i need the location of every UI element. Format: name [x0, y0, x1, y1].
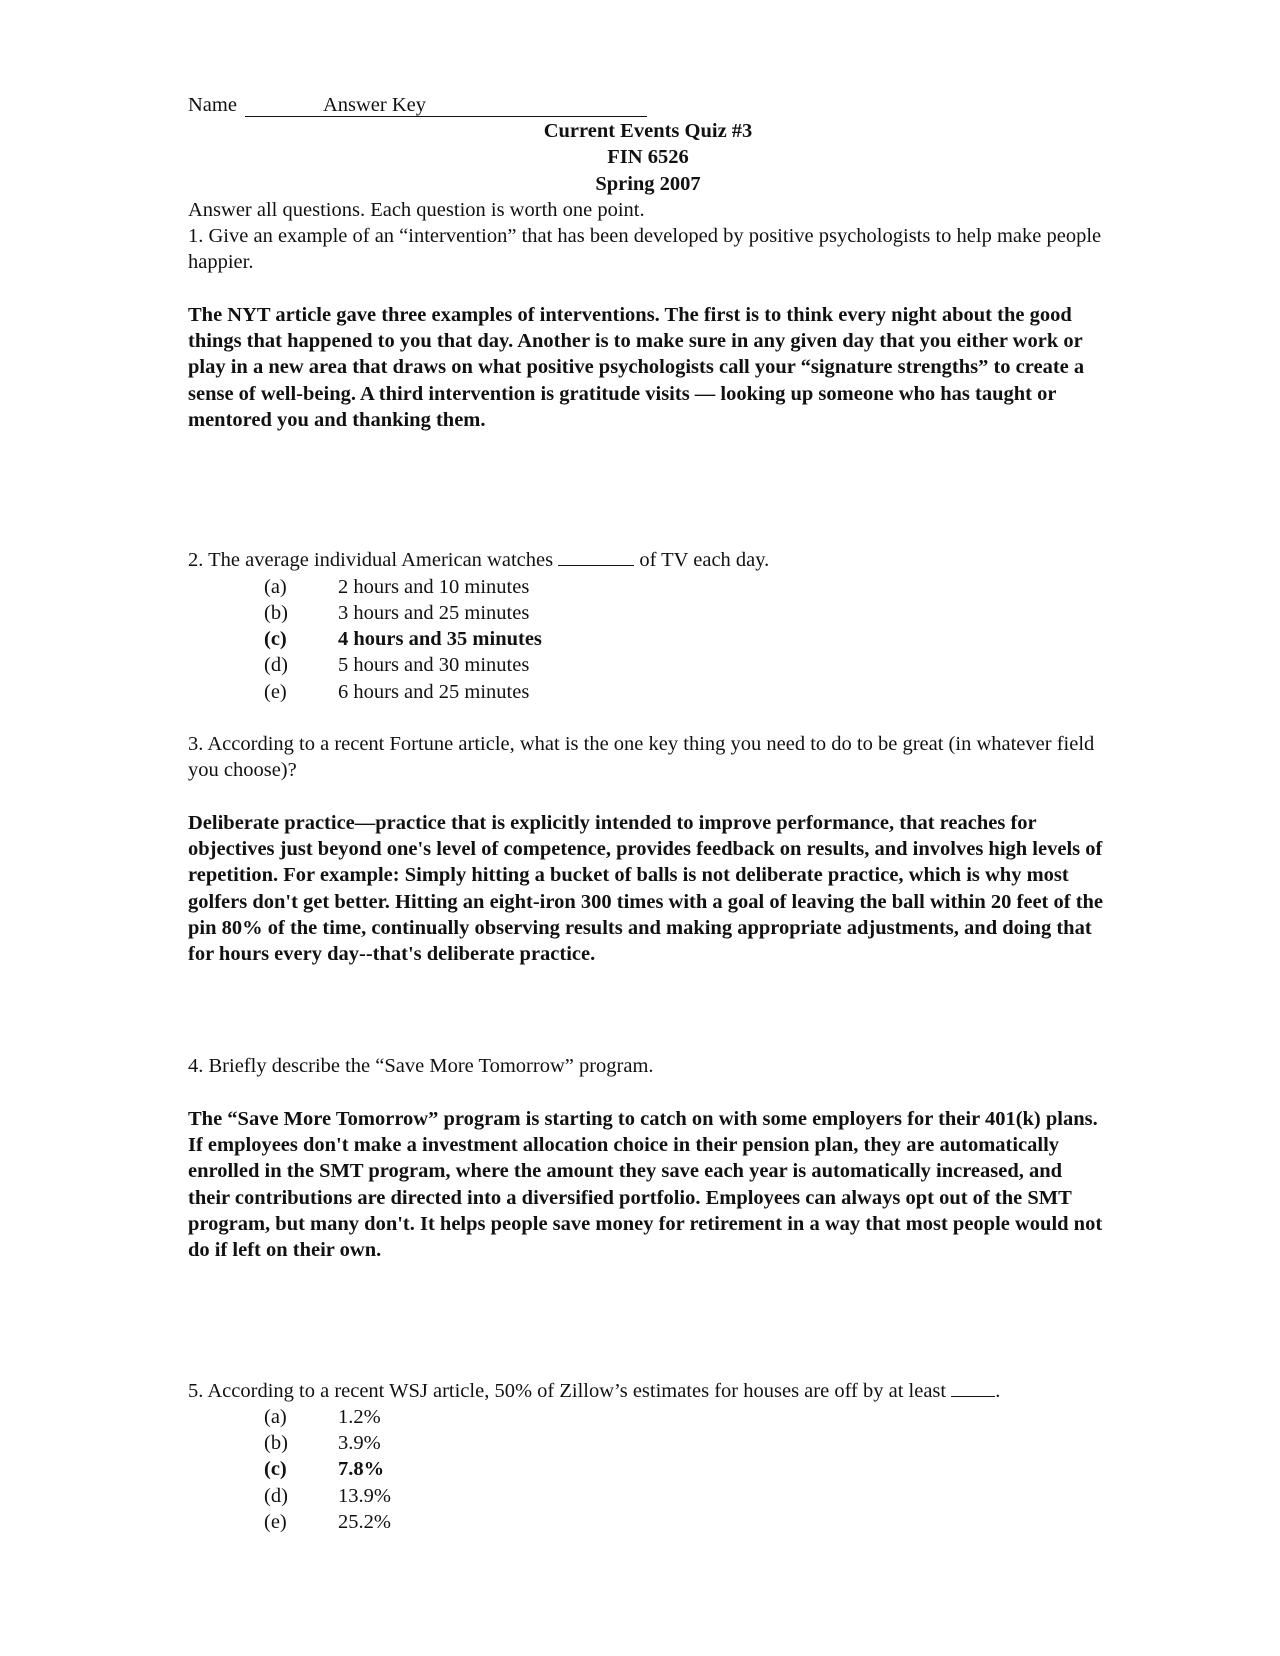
option-label: (e) [264, 680, 287, 703]
option-label: (c) [264, 628, 287, 651]
option-text: 25.2% [338, 1510, 391, 1533]
option-text: 4 hours and 35 minutes [338, 628, 542, 651]
option-e [264, 1509, 1108, 1535]
course-code: FIN 6526 [607, 146, 689, 169]
instructions: Answer all questions. Each question is worth one point. [188, 198, 645, 221]
option-label: (c) [264, 1458, 287, 1481]
question-1: 1. Give an example of an “intervention” that has been developed by positive psychologists to help make people happier. [188, 225, 1102, 274]
question-3: 3. According to a recent Fortune article, what is the one key thing you need to do to be great (in whatever field you choose)? [188, 733, 1095, 782]
answer-3: Deliberate practice—practice that is explicitly intended to improve performance, that reaches for objectives just beyond one's level of competence, provides feedback on results, and involves high levels of repetition. For example: Simply hitting a bucket of balls is not deliberate practice, which is why most golfers don't get better. Hitting an eight-iron 300 times with a goal of leaving the ball within 20 feet of the pin 80% of the time, continually observing results and making appropriate adjustments, and doing that for hours every day--that's deliberate practice. [188, 811, 1104, 966]
option-text: 6 hours and 25 minutes [338, 680, 530, 703]
option-b [264, 600, 1108, 626]
quiz-title: Current Events Quiz #3 [543, 120, 753, 142]
name-label: Name [188, 94, 237, 116]
option-text: 1.2% [338, 1405, 381, 1428]
option-c-correct [264, 1456, 1108, 1482]
option-label: (a) [264, 1405, 287, 1428]
answer-4: The “Save More Tomorrow” program is starting to catch on with some employers for their 401(k) plans. If employees don't make a investment allocation choice in their pension plan, they are automatically enrolled in the SMT program, where the amount they save each year is automatically increased, and their contributions are directed into a diversified portfolio. Employees can always opt out of the SMT program, but many don't. It helps people save money for retirement in a way that most people would not do if left on their own. [188, 1107, 1103, 1262]
quiz-header [188, 118, 1108, 197]
question-5-options [188, 1404, 1108, 1535]
option-a [264, 1404, 1108, 1430]
question-5 [188, 1378, 1108, 1404]
option-b [264, 1430, 1108, 1456]
option-text: 13.9% [338, 1484, 391, 1507]
option-text: 3.9% [338, 1432, 381, 1455]
option-label: (a) [264, 575, 287, 598]
answer-1: The NYT article gave three examples of interventions. The first is to think every night about the good things that happened to you that day. Another is to make sure in any given day that you either work or play in a new area that draws on what positive psychologists call your “signature strengths” to create a sense of well-being. A third intervention is gratitude visits — looking up someone who has taught or mentored you and thanking them. [188, 303, 1085, 431]
option-d [264, 652, 1108, 678]
question-5-text: 5. According to a recent WSJ article, 50% of Zillow’s estimates for houses are off by at least [188, 1379, 947, 1402]
option-a [264, 574, 1108, 600]
question-2-tail: of TV each day. [639, 549, 770, 572]
question-2 [188, 547, 1108, 573]
option-label: (d) [264, 654, 288, 677]
option-label: (b) [264, 601, 288, 624]
answer-blank [558, 547, 634, 566]
option-text: 7.8% [338, 1458, 385, 1481]
question-2-options [188, 574, 1108, 705]
option-text: 2 hours and 10 minutes [338, 575, 530, 598]
option-label: (d) [264, 1484, 288, 1507]
question-5-tail: . [995, 1379, 1001, 1402]
option-label: (b) [264, 1432, 288, 1455]
quiz-page [188, 92, 1108, 1535]
option-e [264, 679, 1108, 705]
name-line [188, 92, 1108, 118]
name-value: Answer Key [245, 94, 647, 117]
question-2-text: 2. The average individual American watches [188, 549, 554, 572]
term: Spring 2007 [595, 172, 701, 195]
question-4: 4. Briefly describe the “Save More Tomorrow” program. [188, 1055, 654, 1078]
option-text: 3 hours and 25 minutes [338, 601, 530, 624]
option-label: (e) [264, 1510, 287, 1533]
option-text: 5 hours and 30 minutes [338, 654, 530, 677]
option-c-correct [264, 626, 1108, 652]
option-d [264, 1483, 1108, 1509]
answer-blank [951, 1378, 995, 1397]
